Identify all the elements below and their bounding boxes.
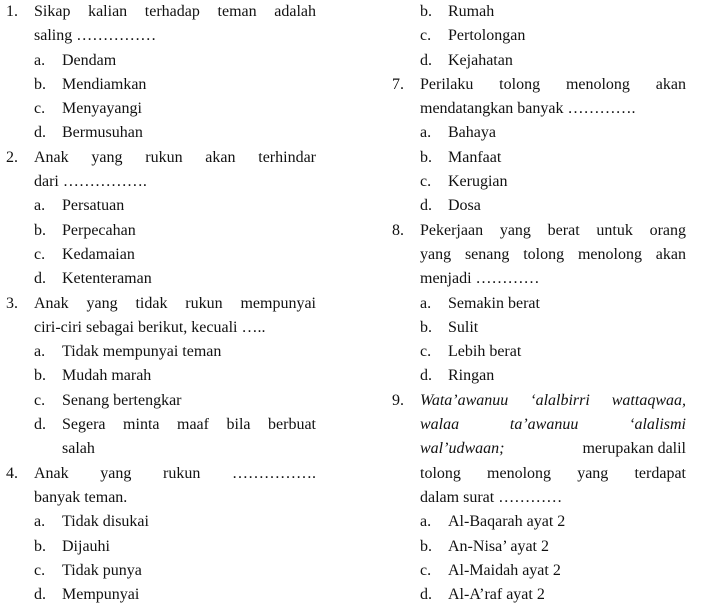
option-text: Sulit — [448, 318, 479, 336]
option-text: Dijauhi — [62, 537, 110, 555]
option-text: Tidak mempunyai teman — [62, 343, 222, 361]
question-text: Anak yang tidak rukun mempunyai — [34, 294, 316, 312]
option-a[interactable] — [0, 194, 316, 218]
option-text: Mudah marah — [62, 367, 152, 385]
option-letter: a. — [34, 343, 46, 361]
option-d[interactable] — [0, 413, 316, 437]
question-1 — [0, 0, 316, 146]
question-text: Perilaku tolong menolong akan — [420, 75, 686, 93]
question-text: saling …………… — [34, 27, 157, 45]
question-6-continued — [386, 0, 686, 73]
option-text: Persatuan — [62, 197, 125, 215]
option-text: Pertolongan — [448, 27, 526, 45]
question-text: yang senang tolong menolong akan — [420, 245, 686, 263]
option-b[interactable] — [0, 219, 316, 243]
option-text: Senang bertengkar — [62, 391, 182, 409]
option-letter: c. — [420, 27, 432, 45]
question-text: tolong menolong yang terdapat — [420, 464, 686, 482]
option-a[interactable] — [0, 49, 316, 73]
question-text: ciri-ciri sebagai berikut, kecuali ….. — [34, 318, 266, 336]
question-text: Pekerjaan yang berat untuk orang — [420, 221, 686, 239]
option-text: Kejahatan — [448, 51, 513, 69]
option-letter: b. — [34, 367, 46, 385]
question-text: dari ……………. — [34, 173, 147, 191]
question-text: menjadi ………… — [420, 270, 540, 288]
question-7 — [386, 73, 686, 219]
option-c[interactable] — [0, 243, 316, 267]
option-letter: c. — [420, 561, 432, 579]
option-text: Al-Maidah ayat 2 — [448, 561, 561, 579]
question-number: 2. — [6, 148, 18, 166]
left-column — [0, 0, 316, 607]
option-text: Ringan — [448, 367, 495, 385]
option-a[interactable] — [386, 292, 686, 316]
option-a[interactable] — [386, 510, 686, 534]
option-letter: a. — [34, 513, 46, 531]
question-text-arabic-transliteration: walaa ta’awanuu ‘alalismi — [420, 416, 686, 434]
option-letter: d. — [34, 416, 46, 434]
option-text: Al-A’raf ayat 2 — [448, 586, 545, 604]
question-text-arabic-transliteration: Wata’awanuu ‘alalbirri wattaqwaa, — [420, 391, 686, 409]
option-letter: a. — [420, 513, 432, 531]
question-text: Anak yang rukun akan terhindar — [34, 148, 316, 166]
question-text-arabic-transliteration: wal’udwaan; — [420, 440, 505, 458]
option-letter: d. — [420, 197, 432, 215]
option-text: Dosa — [448, 197, 481, 215]
option-b[interactable] — [0, 364, 316, 388]
question-number: 7. — [392, 75, 404, 93]
option-text: Al-Baqarah ayat 2 — [448, 513, 566, 531]
option-text: Rumah — [448, 3, 495, 20]
question-number: 9. — [392, 391, 404, 409]
right-column — [386, 0, 686, 607]
option-letter: d. — [420, 51, 432, 69]
option-text: Segera minta maaf bila berbuat — [62, 416, 316, 434]
option-text: Mempunyai — [62, 586, 140, 604]
option-letter: b. — [420, 148, 432, 166]
question-text: mendatangkan banyak …………. — [420, 100, 636, 118]
option-letter: d. — [420, 586, 432, 604]
option-d[interactable] — [0, 267, 316, 291]
option-c[interactable] — [386, 170, 686, 194]
option-text: Lebih berat — [448, 343, 522, 361]
option-c[interactable] — [0, 559, 316, 583]
option-text: Bermusuhan — [62, 124, 143, 142]
option-letter: d. — [34, 124, 46, 142]
option-text: Dendam — [62, 51, 117, 69]
option-letter: b. — [420, 318, 432, 336]
option-c[interactable] — [0, 389, 316, 413]
option-letter: c. — [420, 173, 432, 191]
option-text: Bahaya — [448, 124, 496, 142]
option-letter: a. — [420, 124, 432, 142]
option-text: Semakin berat — [448, 294, 540, 312]
option-b[interactable] — [386, 316, 686, 340]
option-text: Manfaat — [448, 148, 502, 166]
option-text: Kedamaian — [62, 245, 135, 263]
question-number: 3. — [6, 294, 18, 312]
option-b[interactable] — [0, 73, 316, 97]
option-d[interactable] — [386, 364, 686, 388]
question-text: dalam surat ………… — [420, 488, 563, 506]
option-letter: b. — [420, 3, 432, 20]
question-3 — [0, 292, 316, 462]
option-text: An-Nisa’ ayat 2 — [448, 537, 549, 555]
option-text: Ketenteraman — [62, 270, 152, 288]
question-8 — [386, 219, 686, 389]
option-letter: a. — [34, 51, 46, 69]
option-d[interactable] — [386, 194, 686, 218]
option-letter: c. — [34, 100, 46, 118]
option-letter: b. — [34, 75, 46, 93]
question-9 — [386, 389, 686, 607]
option-b[interactable] — [386, 535, 686, 559]
option-letter: d. — [34, 270, 46, 288]
option-text-continued: salah — [62, 440, 95, 458]
option-text: Menyayangi — [62, 100, 142, 118]
question-text: merupakan dalil — [582, 440, 686, 458]
option-a[interactable] — [0, 510, 316, 534]
question-2 — [0, 146, 316, 292]
option-text: Tidak punya — [62, 561, 142, 579]
option-d[interactable] — [386, 583, 686, 607]
option-c[interactable] — [386, 340, 686, 364]
option-letter: b. — [34, 537, 46, 555]
option-c[interactable] — [0, 97, 316, 121]
option-b[interactable] — [386, 0, 686, 24]
option-letter: c. — [34, 561, 46, 579]
question-number: 8. — [392, 221, 404, 239]
option-text: Tidak disukai — [62, 513, 149, 531]
option-c[interactable] — [386, 24, 686, 48]
option-letter: c. — [34, 245, 46, 263]
option-text: Mendiamkan — [62, 75, 147, 93]
option-c[interactable] — [386, 559, 686, 583]
option-letter: c. — [34, 391, 46, 409]
option-b[interactable] — [0, 535, 316, 559]
option-letter: a. — [34, 197, 46, 215]
option-a[interactable] — [386, 121, 686, 145]
option-a[interactable] — [0, 340, 316, 364]
question-number: 4. — [6, 464, 18, 482]
question-number: 1. — [6, 3, 18, 20]
option-letter: d. — [34, 586, 46, 604]
question-text: banyak teman. — [34, 488, 128, 506]
option-letter: c. — [420, 343, 432, 361]
option-d[interactable] — [0, 583, 316, 607]
option-text: Perpecahan — [62, 221, 136, 239]
option-letter: d. — [420, 367, 432, 385]
question-text: Anak yang rukun ……………. — [34, 464, 316, 482]
question-4 — [0, 462, 316, 607]
option-letter: b. — [34, 221, 46, 239]
question-text: Sikap kalian terhadap teman adalah — [34, 3, 316, 20]
option-d[interactable] — [0, 121, 316, 145]
option-letter: a. — [420, 294, 432, 312]
option-text: Kerugian — [448, 173, 508, 191]
option-letter: b. — [420, 537, 432, 555]
option-d[interactable] — [386, 49, 686, 73]
option-b[interactable] — [386, 146, 686, 170]
